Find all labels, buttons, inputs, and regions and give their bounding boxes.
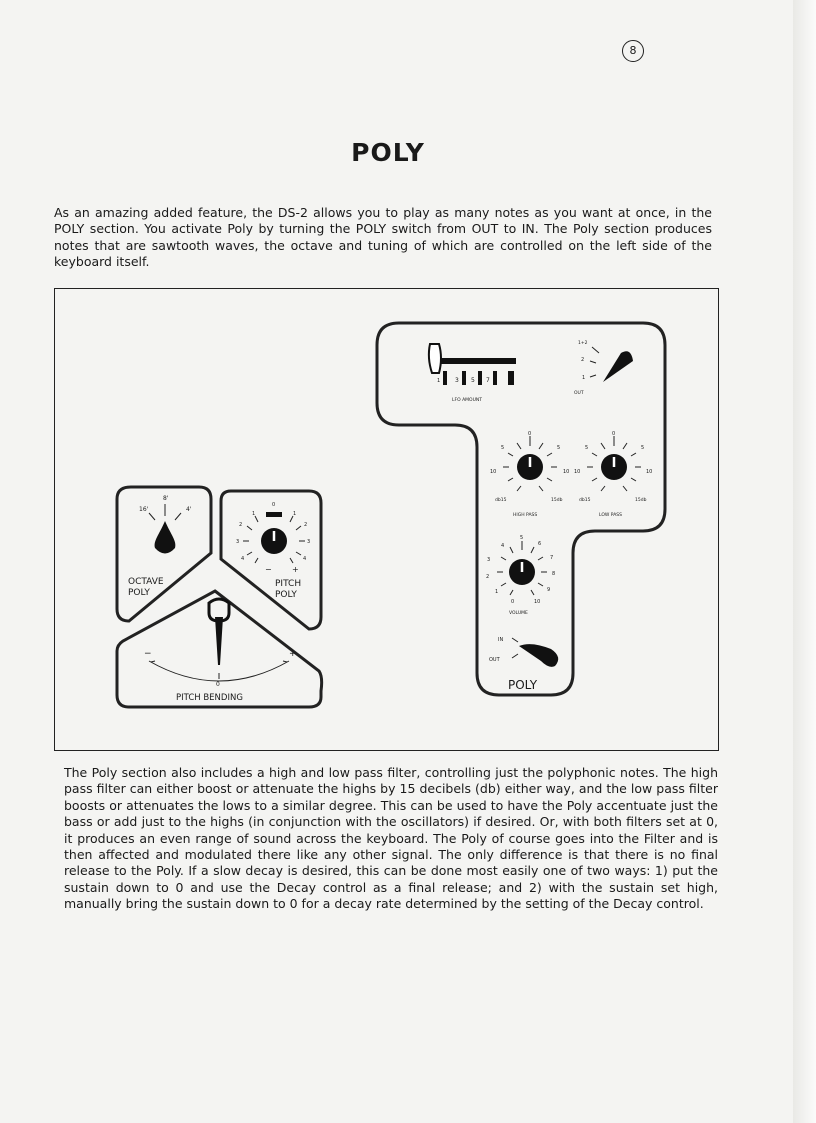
hp-ten-left: 10 [490, 469, 497, 475]
pitch-plus: + [292, 565, 299, 574]
page-title: POLY [351, 138, 425, 167]
volume-knob[interactable] [497, 541, 547, 595]
vol-8: 8 [552, 571, 556, 577]
lfo-slot-3: 3 [455, 377, 459, 384]
pitch-scale-r2: 2 [304, 522, 308, 528]
lfo-slot-7: 7 [486, 377, 490, 384]
switch-lever-icon [603, 351, 633, 382]
poly-switch-lever-icon [519, 644, 558, 667]
poly-in-out-switch[interactable] [512, 638, 558, 667]
lp-zero: 0 [612, 431, 616, 437]
pitch-label: PITCH [275, 579, 302, 589]
lp-five-left: 5 [585, 445, 589, 451]
octave-poly-label: POLY [128, 588, 150, 598]
pitch-poly-knob[interactable] [243, 512, 308, 563]
switch-out: OUT [574, 391, 584, 396]
hp-five-left: 5 [501, 445, 505, 451]
octave-mark-4: 4' [186, 506, 192, 513]
pitch-center-detent-icon [266, 512, 282, 517]
octave-selector[interactable] [149, 504, 181, 554]
poly-switch-in: IN [498, 637, 504, 643]
pitch-bending-label: PITCH BENDING [176, 693, 243, 703]
intro-paragraph: As an amazing added feature, the DS-2 allows you to play as many notes as you want at once, in the POLY section. You activate Poly by turning the POLY switch from OUT to IN. The Poly section produces notes that are sawtooth waves, the octave and tuning of which are controlled on the left side of the keyboard itself. [54, 205, 712, 270]
lp-five-right: 5 [641, 445, 645, 451]
octave-label: OCTAVE [128, 577, 164, 587]
right-control-panel [377, 323, 665, 695]
hp-zero: 0 [528, 431, 532, 437]
pitch-scale-r4: 4 [303, 556, 307, 562]
vol-2: 2 [486, 574, 490, 580]
pitch-minus: − [265, 565, 272, 574]
octave-knob-icon [155, 521, 176, 554]
pitch-scale-r1: 1 [293, 511, 297, 517]
bend-minus: − [144, 649, 152, 659]
poly-switch-out: OUT [489, 657, 500, 663]
lp-ten-right: 10 [646, 469, 653, 475]
poly-section-label: POLY [508, 678, 538, 692]
vol-3: 3 [487, 557, 491, 563]
vol-1: 1 [495, 589, 499, 595]
vol-4: 4 [501, 543, 505, 549]
lfo-amount-label: LFO AMOUNT [452, 398, 482, 403]
hp-db-left: db15 [495, 498, 507, 503]
pitch-scale-l1: 1 [252, 511, 256, 517]
page-edge-shadow [793, 0, 816, 1123]
switch-pos-1: 1 [582, 375, 586, 381]
octave-mark-8: 8' [163, 495, 169, 502]
left-control-panel [117, 487, 322, 707]
oscillator-select-switch[interactable] [590, 347, 633, 382]
poly-panel-outline [377, 323, 665, 695]
octave-mark-16: 16' [139, 506, 149, 513]
high-pass-knob[interactable] [503, 436, 557, 491]
pitch-bending-lever[interactable] [149, 599, 289, 681]
bend-zero: 0 [216, 681, 220, 688]
body-paragraph: The Poly section also includes a high and low pass filter, controlling just the polyphonic notes. The high pass filter can either boost or attenuate the highs by 15 decibels (db) either way, and the low pass filter boosts or attenuates the lows to a similar degree. This can be used to have the Poly accentuate just the bass or add just to the highs (in conjunction with the oscillators) if desired. Or, with both filters set at 0, it produces an even range of sound across the keyboard. The Poly of course goes into the Filter and is then affected and modulated there like any other signal. The only difference is that there is no final release to the Poly. If a slow decay is desired, this can be done most easily one of two ways: 1) put the sustain down to 0 and use the Decay control as a final release; and 2) with the sustain set high, manually bring the sustain down to 0 for a decay rate determined by the setting of the Decay control. [64, 765, 718, 912]
poly-figure [54, 288, 719, 751]
vol-9: 9 [547, 587, 551, 593]
pitch-scale-0: 0 [272, 502, 276, 508]
lp-db-right: 15db [635, 498, 647, 503]
pitch-scale-l4: 4 [241, 556, 245, 562]
lfo-slot-1: 1 [437, 378, 441, 384]
low-pass-knob[interactable] [587, 436, 641, 491]
bend-plus: + [289, 649, 297, 659]
switch-pos-1plus2: 1+2 [578, 341, 588, 346]
lfo-slider-handle-icon [429, 344, 441, 373]
pitch-poly-label: POLY [275, 590, 297, 600]
lfo-slot-5: 5 [471, 377, 475, 384]
pitch-scale-r3: 3 [307, 539, 311, 545]
lp-db-left: db15 [579, 498, 591, 503]
poly-panel-diagram [55, 289, 718, 750]
hp-five-right: 5 [557, 445, 561, 451]
switch-pos-2: 2 [581, 357, 585, 363]
pitch-scale-l3: 3 [236, 539, 240, 545]
low-pass-label: LOW PASS [599, 513, 622, 518]
volume-label: VOLUME [509, 611, 528, 616]
hp-db-right: 15db [551, 498, 563, 503]
vol-5: 5 [520, 535, 524, 541]
vol-10: 10 [534, 599, 541, 605]
page-number: 8 [622, 40, 644, 62]
vol-0: 0 [511, 599, 515, 605]
high-pass-label: HIGH PASS [513, 513, 538, 518]
hp-ten-right: 10 [563, 469, 570, 475]
vol-6: 6 [538, 541, 542, 547]
pitch-scale-l2: 2 [239, 522, 243, 528]
vol-7: 7 [550, 555, 554, 561]
lp-ten-left: 10 [574, 469, 581, 475]
